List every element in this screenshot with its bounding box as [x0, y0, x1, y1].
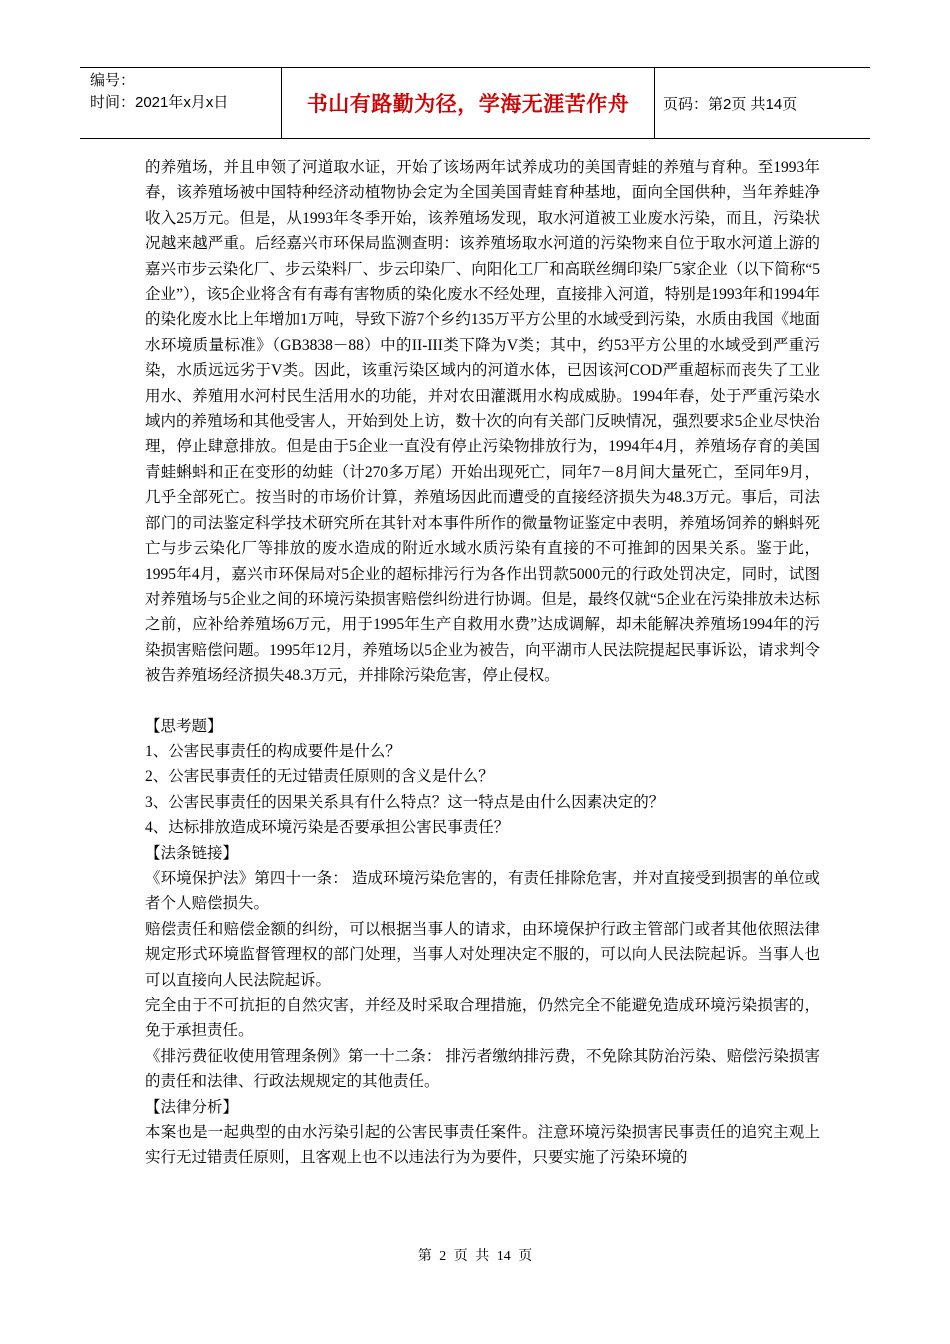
header-slogan-cell: [282, 68, 655, 138]
section-heading-questions: 【思考题】: [145, 717, 223, 735]
document-time-label: 时间：2021年x月x日: [90, 94, 229, 111]
paragraph-spacer: [145, 689, 820, 714]
header-meta: [80, 68, 282, 138]
header-slogan: 书山有路勤为径，学海无涯苦作舟: [306, 93, 630, 116]
document-body: [145, 155, 820, 1171]
section-heading-law: 【法条链接】: [145, 844, 239, 862]
question-2: 2、公害民事责任的无过错责任原则的含义是什么？: [145, 768, 494, 786]
page-header: [80, 67, 870, 139]
law-article-4: 《排污费征收使用管理条例》第一十二条： 排污者缴纳排污费，不免除其防治污染、赔偿污染损害的责任和法律、行政法规规定的其他责任。: [145, 1047, 820, 1091]
question-1: 1、公害民事责任的构成要件是什么？: [145, 742, 401, 760]
law-article-1: 《环境保护法》第四十一条： 造成环境污染危害的，有责任排除危害，并对直接受到损害的单位或者个人赔偿损失。: [145, 869, 820, 913]
question-3: 3、公害民事责任的因果关系具有什么特点？这一特点是由什么因素决定的？: [145, 793, 665, 811]
law-article-2: 赔偿责任和赔偿金额的纠纷，可以根据当事人的请求，由环境保护行政主管部门或者其他依照法律规定形式环境监督管理权的部门处理，当事人对处理决定不服的，可以向人民法院起诉。当事人也可以直接向人民法院起诉。: [145, 920, 820, 989]
case-paragraph: 的养殖场，并且申领了河道取水证，开始了该场两年试养成功的美国青蛙的养殖与育种。至1993年春，该养殖场被中国特种经济动植物协会定为全国美国青蛙育种基地，面向全国供种，当年养蛙净收入25万元。但是，从1993年冬季开始，该养殖场发现，取水河道被工业废水污染，而且，污染状况越来越严重。后经嘉兴市环保局监测查明：该养殖场取水河道的污染物来自位于取水河道上游的嘉兴市步云染化厂、步云染料厂、步云印染厂、向阳化工厂和高联丝绸印染厂5家企业（以下简称“5企业”），该5企业将含有有毒有害物质的染化废水不经处理，直接排入河道，特别是1993年和1994年的染化废水比上年增加1万吨，导致下游7个乡约135万平方公里的水域受到污染，水质由我国《地面水环境质量标准》（GB3838－88）中的II-III类下降为V类；其中，约53平方公里的水域受到严重污染，水质远远劣于V类。因此，该重污染区域内的河道水体，已因该河COD严重超标而丧失了工业用水、养殖用水河村民生活用水的功能，并对农田灌溉用水构成威胁。1994年春，处于严重污染水域内的养殖场和其他受害人，开始到处上访，数十次的向有关部门反映情况，强烈要求5企业尽快治理，停止肆意排放。但是由于5企业一直没有停止污染物排放行为，1994年4月，养殖场存育的美国青蛙蝌蚪和正在变形的幼蛙（计270多万尾）开始出现死亡，同年7－8月间大量死亡，至同年9月，几乎全部死亡。按当时的市场价计算，养殖场因此而遭受的直接经济损失为48.3万元。事后，司法部门的司法鉴定科学技术研究所在其针对本事件所作的微量物证鉴定中表明，养殖场饲养的蝌蚪死亡与步云染化厂等排放的废水造成的附近水域水质污染有直接的不可推卸的因果关系。鉴于此， 1995年4月，嘉兴市环保局对5企业的超标排污行为各作出罚款5000元的行政处罚决定，同时，试图对养殖场与5企业之间的环境污染损害赔偿纠纷进行协调。但是，最终仅就“5企业在污染排放未达标之前，应补给养殖场6万元，用于1995年生产自救用水费”达成调解，却未能解决养殖场1994年的污染损害赔偿问题。1995年12月，养殖场以5企业为被告，向平湖市人民法院提起民事诉讼，请求判令被告养殖场经济损失48.3万元，并排除污染危害，停止侵权。: [145, 159, 820, 685]
header-page-info: 页码：第2页 共14页: [663, 95, 798, 113]
document-number-label: 编号：: [90, 72, 136, 89]
law-article-3: 完全由于不可抗拒的自然灾害，并经及时采取合理措施，仍然完全不能避免造成环境污染损害的，免于承担责任。: [145, 997, 820, 1040]
analysis-paragraph: 本案也是一起典型的由水污染引起的公害民事责任案件。注意环境污染损害民事责任的追究主观上实行无过错责任原则，且客观上也不以违法行为为要件，只要实施了污染环境的: [145, 1124, 820, 1167]
page-footer: 第 2 页 共 14 页: [417, 1249, 533, 1264]
section-heading-analysis: 【法律分析】: [145, 1098, 239, 1116]
question-4: 4、达标排放造成环境污染是否要承担公害民事责任？: [145, 819, 510, 837]
